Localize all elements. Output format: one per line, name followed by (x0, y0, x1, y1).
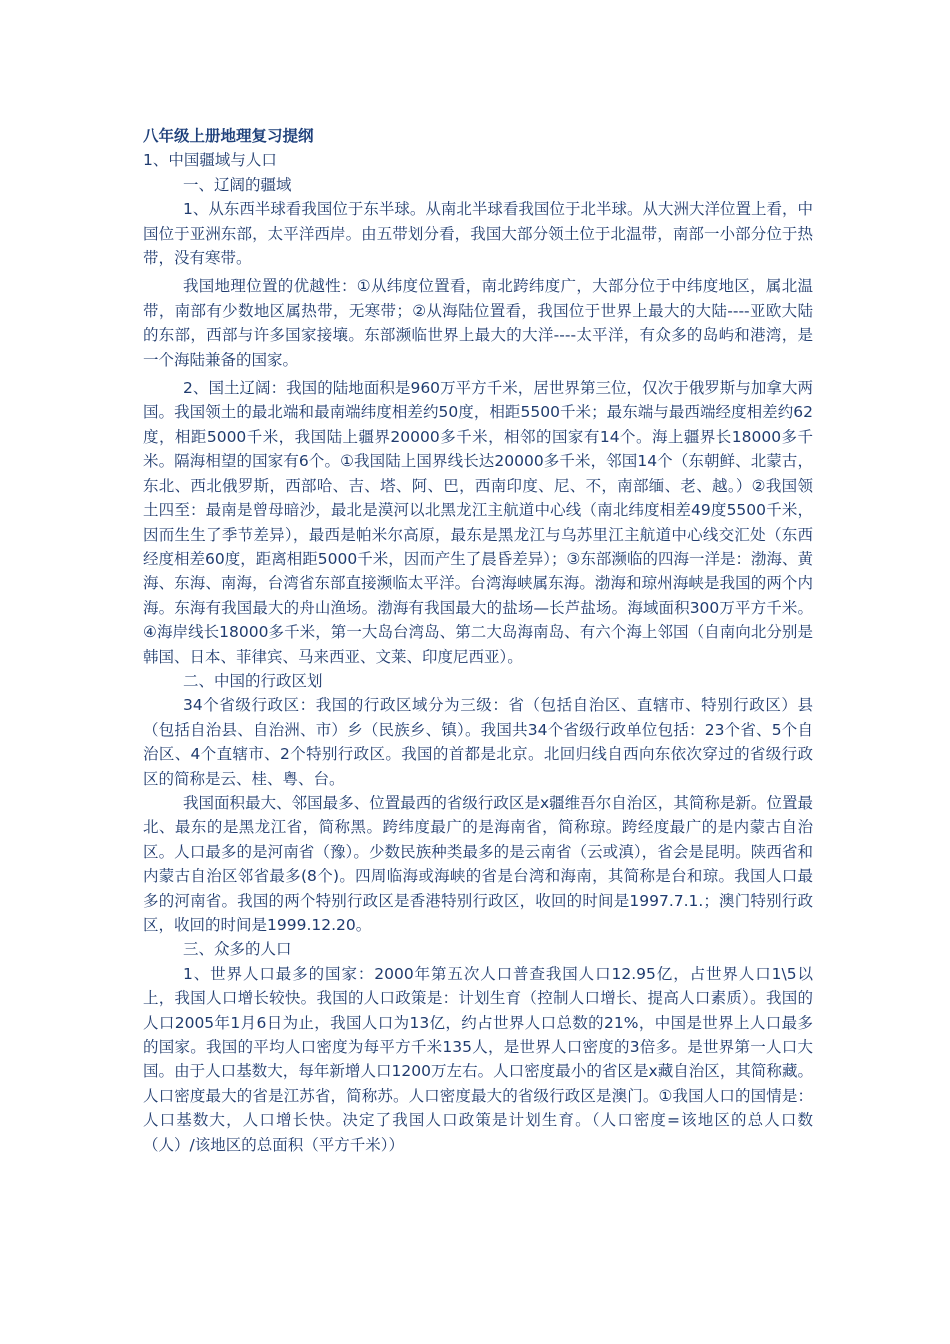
paragraph-population-facts: 1、世界人口最多的国家：2000年第五次人口普查我国人口12.95亿，占世界人口1\5以上，我国人口增长较快。我国的人口政策是：计划生育（控制人口增长、提高人口素质）。我国的人口2005年1月6日为止，我国人口为13亿，约占世界人口总数的21%，中国是世界上人口最多的国家。我国的平均人口密度为每平方千米135人，是世界人口密度的3倍多。是世界第一人口大国。由于人口基数大，每年新增人口1200万左右。人口密度最小的省区是x藏自治区，其简称藏。人口密度最大的省是江苏省，简称苏。人口密度最大的省级行政区是澳门。①我国人口的国情是：人口基数大，人口增长快。决定了我国人口政策是计划生育。（人口密度=该地区的总人口数（人）/该地区的总面积（平方千米）） (143, 964, 813, 1154)
section-heading-territory: 一、辽阔的疆域 (183, 175, 292, 194)
paragraph-vast-territory: 2、国土辽阔：我国的陆地面积是960万平方千米，居世界第三位，仅次于俄罗斯与加拿大两国。我国领土的最北端和最南端纬度相差约50度，相距5500千米；最东端与最西端经度相差约62度，相距5000千米，我国陆上疆界20000多千米，相邻的国家有14个。海上疆界长18000多千米。隔海相望的国家有6个。①我国陆上国界线长达20000多千米，邻国14个（东朝鲜、北蒙古，东北、西北俄罗斯，西部哈、吉、塔、阿、巴，西南印度、尼、不，南部缅、老、越。）②我国领土四至：最南是曾母暗沙，最北是漠河以北黑龙江主航道中心线（南北纬度相差49度5500千米，因而生生了季节差异），最西是帕米尔高原，最东是黑龙江与乌苏里江主航道中心线交汇处（东西经度相差60度，距离相距5000千米，因而产生了晨昏差异）；③东部濒临的四海一洋是：渤海、黄海、东海、南海，台湾省东部直接濒临太平洋。台湾海峡属东海。渤海和琼州海峡是我国的两个内海。东海有我国最大的舟山渔场。渤海有我国最大的盐场—长芦盐场。海域面积300万平方千米。④海岸线长18000多千米，第一大岛台湾岛、第二大岛海南岛、有六个海上邻国（自南向北分别是韩国、日本、菲律宾、马来西亚、文莱、印度尼西亚）。 (143, 379, 813, 666)
document-title: 八年级上册地理复习提纲 (143, 127, 314, 145)
paragraph-hemisphere-location: 1、从东西半球看我国位于东半球。从南北半球看我国位于北半球。从大洲大洋位置上看，中国位于亚洲东部，太平洋西岸。由五带划分看，我国大部分领土位于北温带，南部一小部分位于热带，没有寒带。 (143, 200, 813, 268)
document-body (143, 124, 813, 1157)
paragraph-province-facts: 我国面积最大、邻国最多、位置最西的省级行政区是x疆维吾尔自治区，其简称是新。位置最北、最东的是黑龙江省，简称黑。跨纬度最广的是海南省，简称琼。跨经度最广的是内蒙古自治区。人口最多的是河南省（豫）。少数民族种类最多的是云南省（云或滇），省会是昆明。陕西省和内蒙古自治区邻省最多(8个)。四周临海或海峡的省是台湾和海南，其简称是台和琼。我国人口最多的河南省。我国的两个特别行政区是香港特别行政区，收回的时间是1997.7.1.；澳门特别行政区，收回的时间是1999.12.20。 (143, 793, 813, 934)
paragraph-location-advantages: 我国地理位置的优越性：①从纬度位置看，南北跨纬度广，大部分位于中纬度地区，属北温带，南部有少数地区属热带，无寒带；②从海陆位置看，我国位于世界上最大的大陆----亚欧大陆的东部，西部与许多国家接壤。东部濒临世界上最大的大洋----太平洋，有众多的岛屿和港湾，是一个海陆兼备的国家。 (143, 277, 813, 369)
section-heading-population: 三、众多的人口 (183, 940, 292, 959)
section-heading-administrative: 二、中国的行政区划 (183, 671, 323, 690)
paragraph-provincial-divisions: 34个省级行政区：我国的行政区域分为三级：省（包括自治区、直辖市、特别行政区）县（包括自治县、自治洲、市）乡（民族乡、镇）。我国共34个省级行政单位包括：23个省、5个自治区、4个直辖市、2个特别行政区。我国的首都是北京。北回归线自西向东依次穿过的省级行政区的简称是云、桂、粤、台。 (143, 696, 813, 788)
chapter-heading: 1、中国疆域与人口 (143, 151, 277, 170)
